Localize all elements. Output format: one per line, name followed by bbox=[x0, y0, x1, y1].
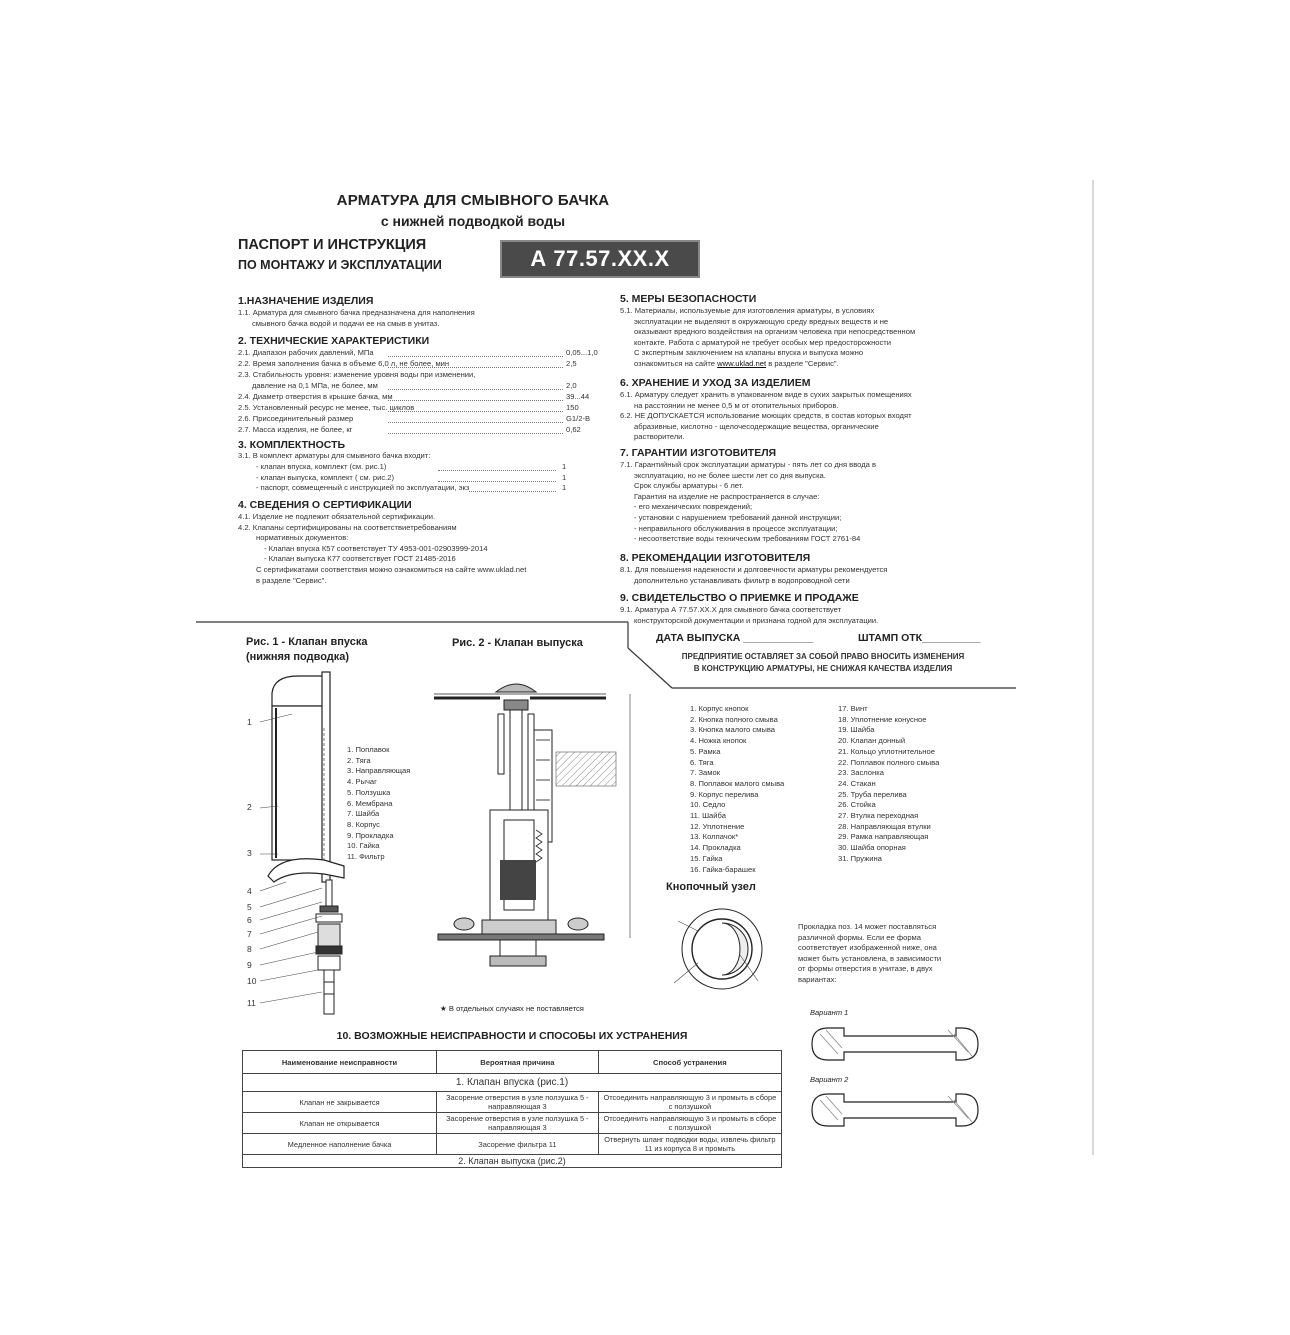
section-6-text bbox=[620, 390, 912, 443]
text-line: 8.1. Для повышения надежности и долговечности арматуры рекомендуется bbox=[620, 565, 888, 574]
fig1-title: Рис. 1 - Клапан впуска bbox=[246, 636, 368, 648]
legend-item: 26. Стойка bbox=[838, 800, 876, 810]
legend-item: 22. Поплавок полного смыва bbox=[838, 757, 940, 767]
fig1-callout-8: 8 bbox=[247, 944, 252, 954]
section-9-text bbox=[620, 605, 878, 626]
legend-item: 21. Кольцо уплотнительное bbox=[838, 746, 935, 756]
section-2-title: 2. ТЕХНИЧЕСКИЕ ХАРАКТЕРИСТИКИ bbox=[238, 335, 430, 347]
page-edge-line bbox=[1092, 180, 1094, 1155]
text-line: - неправильного обслуживания в процессе эксплуатации; bbox=[634, 523, 838, 533]
gasket-variant-1-drawing bbox=[808, 1022, 982, 1066]
variant-2-label: Вариант 2 bbox=[810, 1075, 849, 1084]
fig1-callout-11: 11 bbox=[247, 998, 256, 1008]
text-line: нормативных документов: bbox=[256, 533, 349, 543]
fig1-callout-6: 6 bbox=[247, 915, 252, 925]
spec-value: 0,62 bbox=[566, 425, 581, 434]
spec-label: 2.1. Диапазон рабочих давлений, МПа bbox=[238, 348, 374, 357]
dot-leader bbox=[388, 389, 563, 390]
text-line: эксплуатацию, но не более шести лет со дня выпуска. bbox=[634, 470, 826, 480]
spec-label: 2.6. Присоединительный размер bbox=[238, 414, 354, 423]
section-5-title: 5. МЕРЫ БЕЗОПАСНОСТИ bbox=[620, 293, 757, 305]
legend-item: 10. Гайка bbox=[347, 841, 380, 851]
dot-leader bbox=[388, 356, 563, 357]
legend-item: 4. Ножка кнопок bbox=[690, 736, 747, 746]
legend-item: 23. Заслонка bbox=[838, 768, 884, 778]
text-line: может быть установлена, в зависимости bbox=[798, 953, 942, 963]
text-line: Прокладка поз. 14 может поставляться bbox=[798, 922, 937, 931]
section-8-text bbox=[620, 565, 887, 586]
model-number-badge: А 77.57.XX.X bbox=[500, 240, 700, 278]
dot-leader bbox=[388, 433, 563, 434]
section-5-text bbox=[620, 306, 915, 370]
legend-item: 1. Корпус кнопок bbox=[690, 704, 749, 713]
text-line: - Клапан впуска К57 соответствует ТУ 4953-001-02903999-2014 bbox=[264, 543, 488, 553]
fig1-callout-4: 4 bbox=[247, 886, 252, 896]
fault-cell: Клапан не открывается bbox=[243, 1113, 437, 1134]
fig1-legend bbox=[347, 745, 410, 863]
spec-value: 0,05...1,0 bbox=[566, 348, 598, 357]
fig2-footnote: ★ В отдельных случаях не поставляется bbox=[440, 1004, 584, 1013]
fig2-title: Рис. 2 - Клапан выпуска bbox=[452, 637, 583, 649]
col-header-cause: Вероятная причина bbox=[437, 1051, 599, 1074]
group-outlet-valve: 2. Клапан выпуска (рис.2) bbox=[243, 1155, 782, 1168]
text-line: 4.1. Изделие не подлежит обязательной сертификации. bbox=[238, 512, 436, 521]
text-line: растворители. bbox=[634, 432, 685, 442]
legend-item: 7. Замок bbox=[690, 768, 721, 778]
legend-item: 6. Тяга bbox=[690, 757, 714, 767]
legend-item: 2. Тяга bbox=[347, 755, 371, 765]
text-line: - Клапан выпуска К77 соответствует ГОСТ 21485-2016 bbox=[264, 554, 456, 564]
section-6-title: 6. ХРАНЕНИЕ И УХОД ЗА ИЗДЕЛИЕМ bbox=[620, 377, 811, 389]
table-group-row bbox=[243, 1074, 782, 1092]
text-line: контакте. Работа с арматурой не требует особых мер предосторожности bbox=[634, 337, 892, 347]
doc-title: АРМАТУРА ДЛЯ СМЫВНОГО БАЧКА bbox=[336, 192, 610, 209]
text-line: 6.2. НЕ ДОПУСКАЕТСЯ использование моющих средств, в состав которых входят bbox=[620, 411, 912, 421]
legend-item: 12. Уплотнение bbox=[690, 821, 745, 831]
text-line: Срок службы арматуры - 6 лет. bbox=[634, 481, 744, 491]
spec-label: 2.4. Диаметр отверстия в крышке бачка, мм bbox=[238, 392, 393, 401]
fault-cell: Клапан не закрывается bbox=[243, 1092, 437, 1113]
table-row bbox=[243, 1092, 782, 1113]
legend-item: 10. Седло bbox=[690, 800, 726, 810]
legend-item: 13. Колпачок* bbox=[690, 832, 739, 842]
passport-subtitle: ПО МОНТАЖУ И ЭКСПЛУАТАЦИИ bbox=[238, 258, 442, 272]
kit-item-qty: 1 bbox=[562, 472, 567, 482]
dot-leader bbox=[388, 411, 563, 412]
remedy-cell: Отсоединить направляющую 3 и промыть в сборе с ползушкой bbox=[598, 1113, 781, 1134]
troubleshooting-title: 10. ВОЗМОЖНЫЕ НЕИСПРАВНОСТИ И СПОСОБЫ ИХ УСТРАНЕНИЯ bbox=[336, 1030, 688, 1042]
troubleshooting-table bbox=[242, 1050, 782, 1168]
text-line: от формы отверстия в унитазе, в двух bbox=[798, 964, 933, 974]
table-header-row bbox=[243, 1051, 782, 1074]
fig1-callout-9: 9 bbox=[247, 960, 252, 970]
legend-item: 29. Рамка направляющая bbox=[838, 832, 929, 842]
gasket-note bbox=[798, 922, 941, 986]
text-line: абразивные, кислотно - щелочесодержащие вещества, органические bbox=[634, 421, 879, 431]
text-line: - несоответствие воды техническим требованиям ГОСТ 2761-84 bbox=[634, 534, 861, 544]
legend-item: 8. Корпус bbox=[347, 819, 380, 829]
col-header-fault: Наименование неисправности bbox=[243, 1051, 437, 1074]
spec-label: 2.2. Время заполнения бачка в объеме 6,0 л, не более, мин bbox=[238, 359, 450, 368]
text-line: на расстоянии не менее 0,5 м от отопительных приборов. bbox=[634, 400, 839, 410]
cause-cell: Засорение отверстия в узле ползушка 5 - направляющая 3 bbox=[437, 1092, 599, 1113]
legend-item: 28. Направляющая втулки bbox=[838, 821, 931, 831]
spec-value: G1/2-B bbox=[566, 414, 591, 423]
fig2-outlet-valve-drawing bbox=[430, 670, 630, 1000]
remedy-cell: Отсоединить направляющую 3 и промыть в сборе с ползушкой bbox=[598, 1092, 781, 1113]
spec-label: 2.5. Установленный ресурс не менее, тыс. циклов bbox=[238, 403, 415, 412]
dot-leader bbox=[438, 470, 556, 471]
table-row bbox=[243, 1134, 782, 1155]
text-line: 9.1. Арматура А 77.57.XX.X для смывного бачка соответствует bbox=[620, 605, 842, 614]
text-line: различной формы. Если ее форма bbox=[798, 932, 922, 942]
fig1-callout-3: 3 bbox=[247, 848, 252, 858]
legend-item: 18. Уплотнение конусное bbox=[838, 714, 927, 724]
fig2-legend-col2 bbox=[838, 704, 939, 865]
col-header-remedy: Способ устранения bbox=[598, 1051, 781, 1074]
variant-1-label: Вариант 1 bbox=[810, 1008, 849, 1017]
text-line: С сертификатами соответствия можно ознакомиться на сайте www.uklad.net bbox=[256, 564, 527, 574]
legend-item: 8. Поплавок малого смыва bbox=[690, 778, 785, 788]
doc-subtitle: с нижней подводкой воды bbox=[380, 213, 566, 229]
text-line: - установки с нарушением требований данной инструкции; bbox=[634, 512, 842, 522]
legend-item: 6. Мембрана bbox=[347, 798, 393, 808]
dot-leader bbox=[438, 481, 556, 482]
kit-item-label: - клапан выпуска, комплект ( см. рис.2) bbox=[256, 472, 394, 482]
kit-item-qty: 1 bbox=[562, 483, 567, 492]
text-line: в разделе "Сервис". bbox=[256, 575, 327, 585]
section-4-text bbox=[238, 512, 526, 586]
fig1-callout-7: 7 bbox=[247, 929, 252, 939]
legend-item: 3. Направляющая bbox=[347, 766, 411, 776]
dot-leader bbox=[388, 400, 563, 401]
text-line: Гарантия на изделие не распространяется в случае: bbox=[634, 491, 820, 501]
text-line: 6.1. Арматуру следует хранить в упакованном виде в сухих закрытых помещениях bbox=[620, 390, 912, 399]
uklad-site-link[interactable]: www.uklad.net bbox=[717, 358, 767, 368]
legend-item: 20. Клапан донный bbox=[838, 736, 906, 746]
text-line: 1.1. Арматура для смывного бачка предназначена для наполнения bbox=[238, 308, 475, 317]
legend-item: 14. Прокладка bbox=[690, 843, 741, 853]
fig1-callout-2: 2 bbox=[247, 802, 252, 812]
legend-item: 5. Рамка bbox=[690, 746, 721, 756]
text-fragment: ознакомиться на сайте bbox=[634, 358, 718, 368]
legend-item: 16. Гайка-барашек bbox=[690, 864, 756, 874]
specs-list bbox=[238, 348, 610, 438]
legend-item: 9. Прокладка bbox=[347, 830, 394, 840]
fig1-leader-lines bbox=[256, 720, 326, 1010]
text-line: 4.2. Клапаны сертифицированы на соответствиетребованиям bbox=[238, 522, 457, 532]
spec-label: давление на 0,1 МПа, не более, мм bbox=[252, 381, 378, 390]
legend-item: 19. Шайба bbox=[838, 725, 875, 735]
fault-cell: Медленное наполнение бачка bbox=[243, 1134, 437, 1155]
text-line bbox=[620, 359, 915, 370]
section-1-title: 1.НАЗНАЧЕНИЕ ИЗДЕЛИЯ bbox=[238, 295, 374, 307]
button-unit-drawing bbox=[668, 905, 778, 995]
text-line: дополнительно устанавливать фильтр в водопроводной сети bbox=[634, 575, 850, 585]
legend-item: 5. Ползушка bbox=[347, 787, 391, 797]
remedy-cell: Отвернуть шланг подводки воды, извлечь фильтр 11 из корпуса 8 и промыть bbox=[598, 1134, 781, 1155]
text-line: 7.1. Гарантийный срок эксплуатации арматуры - пять лет со дня ввода в bbox=[620, 460, 876, 469]
cause-cell: Засорение отверстия в узле ползушка 5 - направляющая 3 bbox=[437, 1113, 599, 1134]
text-line: оказывают вредного воздействия на организм человека при непосредственном bbox=[634, 327, 916, 337]
spec-value: 150 bbox=[566, 403, 579, 412]
text-line: вариантах: bbox=[798, 974, 837, 984]
spec-value: 2,0 bbox=[566, 381, 577, 390]
text-fragment: в разделе "Сервис". bbox=[766, 358, 839, 368]
manufacturer-notice bbox=[640, 651, 1006, 675]
text-line: эксплуатации не выделяют в окружающую среду вредных веществ и не bbox=[634, 316, 889, 326]
table-row bbox=[243, 1113, 782, 1134]
text-line: смывного бачка водой и подачи ее на смыв в унитаз. bbox=[252, 318, 440, 328]
legend-item: 2. Кнопка полного смыва bbox=[690, 714, 778, 724]
gasket-variant-2-drawing bbox=[808, 1088, 982, 1132]
section-4-title: 4. СВЕДЕНИЯ О СЕРТИФИКАЦИИ bbox=[238, 499, 412, 511]
kit-item-label: - клапан впуска, комплект (см. рис.1) bbox=[256, 462, 387, 471]
section-1-text bbox=[238, 308, 475, 329]
text-line: С экспертным заключением на клапаны впуска и выпуска можно bbox=[634, 348, 864, 358]
legend-item: 3. Кнопка малого смыва bbox=[690, 725, 775, 735]
kit-list bbox=[238, 462, 568, 496]
fig2-legend-col1 bbox=[690, 704, 784, 875]
legend-item: 7. Шайба bbox=[347, 809, 380, 819]
kit-item-label: - паспорт, совмещенный с инструкцией по эксплуатации, экз bbox=[256, 483, 470, 492]
section-3-intro: 3.1. В комплект арматуры для смывного бачка входит: bbox=[238, 451, 431, 460]
legend-item: 9. Корпус перелива bbox=[690, 789, 759, 799]
passport-title: ПАСПОРТ И ИНСТРУКЦИЯ bbox=[238, 237, 427, 253]
release-date-field: ДАТА ВЫПУСКА ____________ bbox=[656, 632, 814, 644]
group-inlet-valve: 1. Клапан впуска (рис.1) bbox=[243, 1074, 782, 1092]
section-3-title: 3. КОМПЛЕКТНОСТЬ bbox=[238, 439, 346, 451]
legend-item: 25. Труба перелива bbox=[838, 789, 907, 799]
fig1-callout-1: 1 bbox=[247, 717, 252, 727]
cause-cell: Засорение фильтра 11 bbox=[437, 1134, 599, 1155]
fig1-callout-5: 5 bbox=[247, 902, 252, 912]
table-group-row bbox=[243, 1155, 782, 1168]
fig1-callout-10: 10 bbox=[247, 976, 257, 986]
legend-item: 15. Гайка bbox=[690, 853, 723, 863]
legend-item: 27. Втулка переходная bbox=[838, 811, 919, 821]
text-line: 5.1. Материалы, используемые для изготовления арматуры, в условиях bbox=[620, 306, 875, 315]
legend-item: 11. Фильтр bbox=[347, 852, 385, 862]
section-7-text bbox=[620, 460, 876, 545]
legend-item: 31. Пружина bbox=[838, 853, 882, 863]
spec-value: 39...44 bbox=[566, 392, 590, 401]
section-9-title: 9. СВИДЕТЕЛЬСТВО О ПРИЕМКЕ И ПРОДАЖЕ bbox=[620, 592, 859, 604]
spec-label: 2.7. Масса изделия, не более, кг bbox=[238, 425, 353, 434]
notice-line: ПРЕДПРИЯТИЕ ОСТАВЛЯЕТ ЗА СОБОЙ ПРАВО ВНОСИТЬ ИЗМЕНЕНИЯ bbox=[681, 652, 965, 661]
text-line: конструкторской документации и признана годной для эксплуатации. bbox=[634, 615, 879, 625]
dot-leader bbox=[388, 422, 563, 423]
notice-line: В КОНСТРУКЦИЮ АРМАТУРЫ, НЕ СНИЖАЯ КАЧЕСТВА ИЗДЕЛИЯ bbox=[693, 664, 953, 673]
legend-item: 1. Поплавок bbox=[347, 745, 390, 754]
dot-leader bbox=[388, 367, 563, 368]
kit-item-qty: 1 bbox=[562, 462, 567, 471]
spec-label: 2.3. Стабильность уровня: изменение уровня воды при изменении, bbox=[238, 370, 476, 379]
section-7-title: 7. ГАРАНТИИ ИЗГОТОВИТЕЛЯ bbox=[620, 447, 777, 459]
text-line: - его механических повреждений; bbox=[634, 502, 753, 512]
legend-item: 4. Рычаг bbox=[347, 777, 377, 787]
legend-item: 24. Стакан bbox=[838, 778, 876, 788]
section-8-title: 8. РЕКОМЕНДАЦИИ ИЗГОТОВИТЕЛЯ bbox=[620, 552, 811, 564]
qc-stamp-field: ШТАМП ОТК__________ bbox=[858, 632, 981, 644]
legend-item: 30. Шайба опорная bbox=[838, 843, 906, 853]
text-line: соответствует изображенной ниже, она bbox=[798, 943, 937, 953]
fig1-subtitle: (нижняя подводка) bbox=[246, 651, 350, 663]
legend-item: 11. Шайба bbox=[690, 811, 726, 821]
button-unit-title: Кнопочный узел bbox=[666, 881, 756, 893]
legend-item: 17. Винт bbox=[838, 704, 868, 713]
spec-value: 2,5 bbox=[566, 359, 577, 368]
